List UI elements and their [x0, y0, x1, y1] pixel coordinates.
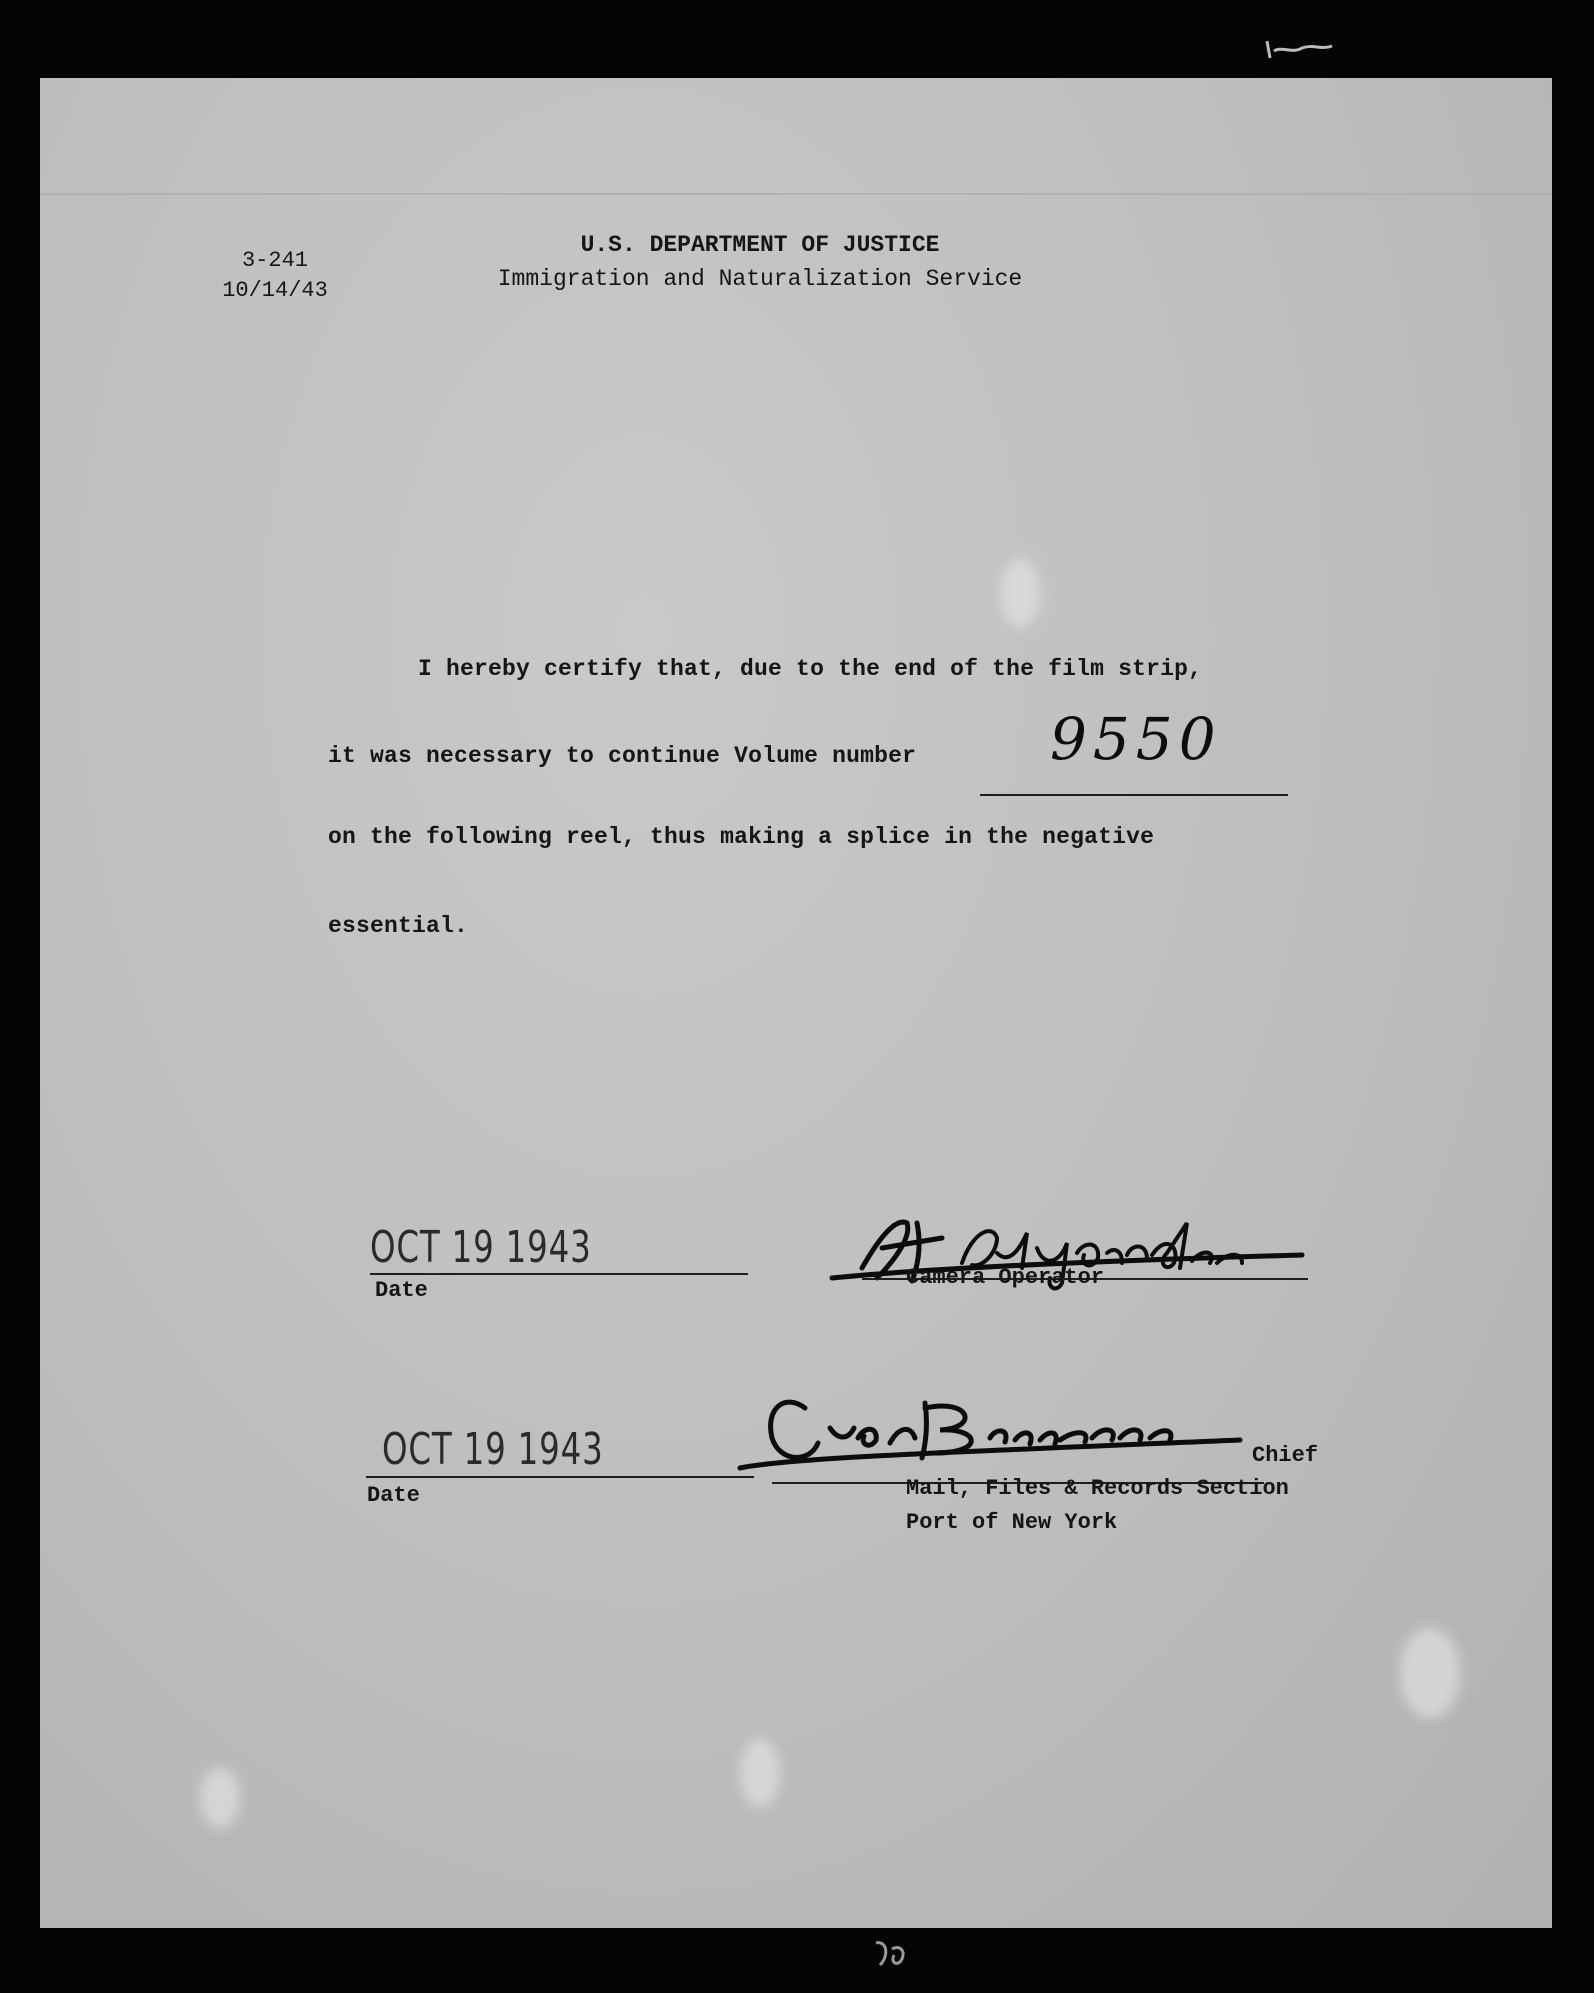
- department-name: U.S. DEPARTMENT OF JUSTICE: [580, 232, 940, 258]
- date-stamp-2: OCT 19 1943: [382, 1424, 604, 1475]
- date-line-1: [370, 1273, 748, 1275]
- date-label-1: Date: [375, 1278, 428, 1303]
- page-crease: [40, 193, 1552, 195]
- paper-blemish: [1400, 1628, 1460, 1718]
- certification-line-3: on the following reel, thus making a splice in the negative: [328, 824, 1155, 850]
- section-name: Mail, Files & Records Section: [906, 1476, 1289, 1501]
- form-id: 3-241: [241, 248, 308, 273]
- form-date: 10/14/43: [222, 278, 328, 303]
- section-chief-signature: [730, 1368, 1290, 1478]
- volume-number-handwritten: 9550: [1050, 705, 1222, 773]
- date-stamp-1: OCT 19 1943: [370, 1222, 592, 1273]
- date-line-2: [366, 1476, 754, 1478]
- chief-title: Chief: [1252, 1443, 1319, 1468]
- date-label-2: Date: [367, 1483, 420, 1508]
- port-name: Port of New York: [906, 1510, 1118, 1535]
- paper-blemish: [1000, 558, 1040, 628]
- camera-operator-title: Camera Operator: [906, 1265, 1105, 1290]
- paper-blemish: [740, 1738, 780, 1808]
- document-header: [460, 228, 1060, 296]
- corner-scribble: [1262, 36, 1342, 66]
- service-name: Immigration and Naturalization Service: [497, 266, 1023, 292]
- certification-line-4: essential.: [328, 913, 469, 939]
- certification-line-1: I hereby certify that, due to the end of the film strip,: [418, 656, 1203, 682]
- paper-blemish: [200, 1768, 240, 1828]
- document-page: [40, 78, 1552, 1928]
- certification-line-2: it was necessary to continue Volume number: [328, 743, 917, 769]
- bottom-scribble: [868, 1935, 918, 1975]
- form-number: [195, 246, 355, 306]
